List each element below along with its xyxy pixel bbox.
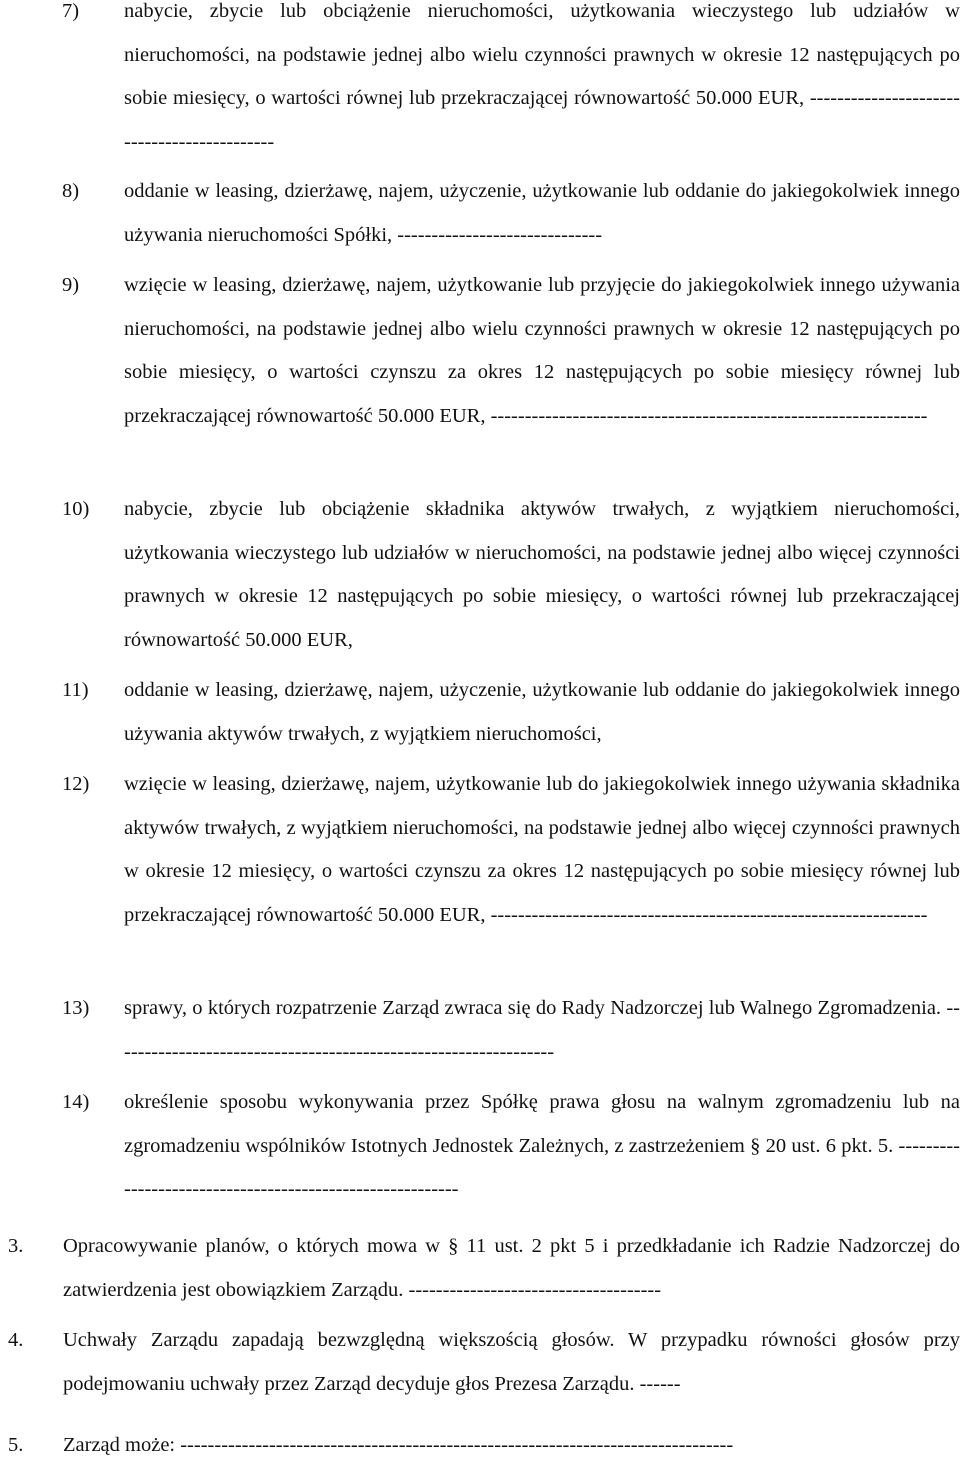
section-text: Uchwały Zarządu zapadają bezwzględną większością głosów. W przypadku równości głosów przy podejmowaniu uchwały przez Zarząd decyduje głos Prezesa Zarządu. ------ [63, 1329, 960, 1395]
item-text: nabycie, zbycie lub obciążenie nieruchomości, użytkowania wieczystego lub udziałów w nieruchomości, na podstawie jednej albo wielu czynności prawnych w okresie 12 następujących po sobie miesięcy, o wartości równej lub przekraczającej równowartość 50.000 EUR, -------------------------------------------- [124, 0, 960, 153]
item-text: oddanie w leasing, dzierżawę, najem, użyczenie, użytkowanie lub oddanie do jakiegokolwiek innego używania aktywów trwałych, z wyjątkiem nieruchomości, [124, 679, 960, 745]
item-number: 7) [62, 0, 80, 22]
item-text: nabycie, zbycie lub obciążenie składnika aktywów trwałych, z wyjątkiem nieruchomości, użytkowania wieczystego lub udziałów w nieruchomości, na podstawie jednej albo więcej czynności prawnych w okresie 12 następujących po sobie miesięcy, o wartości równej lub przekraczającej równowartość 50.000 EUR, [124, 498, 960, 651]
item-text: określenie sposobu wykonywania przez Spółkę prawa głosu na walnym zgromadzeniu lub na zgromadzeniu wspólników Istotnych Jednostek Zależnych, z zastrzeżeniem § 20 ust. 6 pkt. 5. ---------------------------------------------------------- [124, 1091, 960, 1200]
section-number: 3. [8, 1235, 24, 1257]
item-number: 9) [62, 274, 80, 296]
section-text: Opracowywanie planów, o których mowa w § 11 ust. 2 pkt 5 i przedkładanie ich Radzie Nadzorczej do zatwierdzenia jest obowiązkiem Zarządu. ------------------------------------- [63, 1235, 960, 1301]
item-text: wzięcie w leasing, dzierżawę, najem, użytkowanie lub przyjęcie do jakiegokolwiek innego używania nieruchomości, na podstawie jednej albo wielu czynności prawnych w okresie 12 następujących po sobie miesięcy, o wartości czynszu za okres 12 następujących po sobie miesięcy równej lub przekraczającej równowartość 50.000 EUR, ---------------------------------------------------------------- [124, 274, 960, 427]
section-text: Zarząd może: --------------------------------------------------------------------------------- [63, 1434, 734, 1456]
item-text: oddanie w leasing, dzierżawę, najem, użyczenie, użytkowanie lub oddanie do jakiegokolwiek innego używania nieruchomości Spółki, ------------------------------ [124, 180, 960, 246]
item-number: 10) [62, 498, 90, 520]
item-text: wzięcie w leasing, dzierżawę, najem, użytkowanie lub do jakiegokolwiek innego używania składnika aktywów trwałych, z wyjątkiem nieruchomości, na podstawie jednej albo więcej czynności prawnych w okresie 12 miesięcy, o wartości czynszu za okres 12 następujących po sobie miesięcy równej lub przekraczającej równowartość 50.000 EUR, ---------------------------------------------------------------- [124, 773, 960, 926]
item-number: 11) [62, 679, 89, 701]
item-number: 12) [62, 773, 90, 795]
item-number: 13) [62, 997, 90, 1019]
item-text: sprawy, o których rozpatrzenie Zarząd zwraca się do Rady Nadzorczej lub Walnego Zgromadzenia. ----------------------------------------------------------------- [124, 997, 960, 1063]
item-number: 8) [62, 180, 80, 202]
item-number: 14) [62, 1091, 90, 1113]
section-number: 4. [8, 1329, 24, 1351]
section-number: 5. [8, 1434, 24, 1456]
